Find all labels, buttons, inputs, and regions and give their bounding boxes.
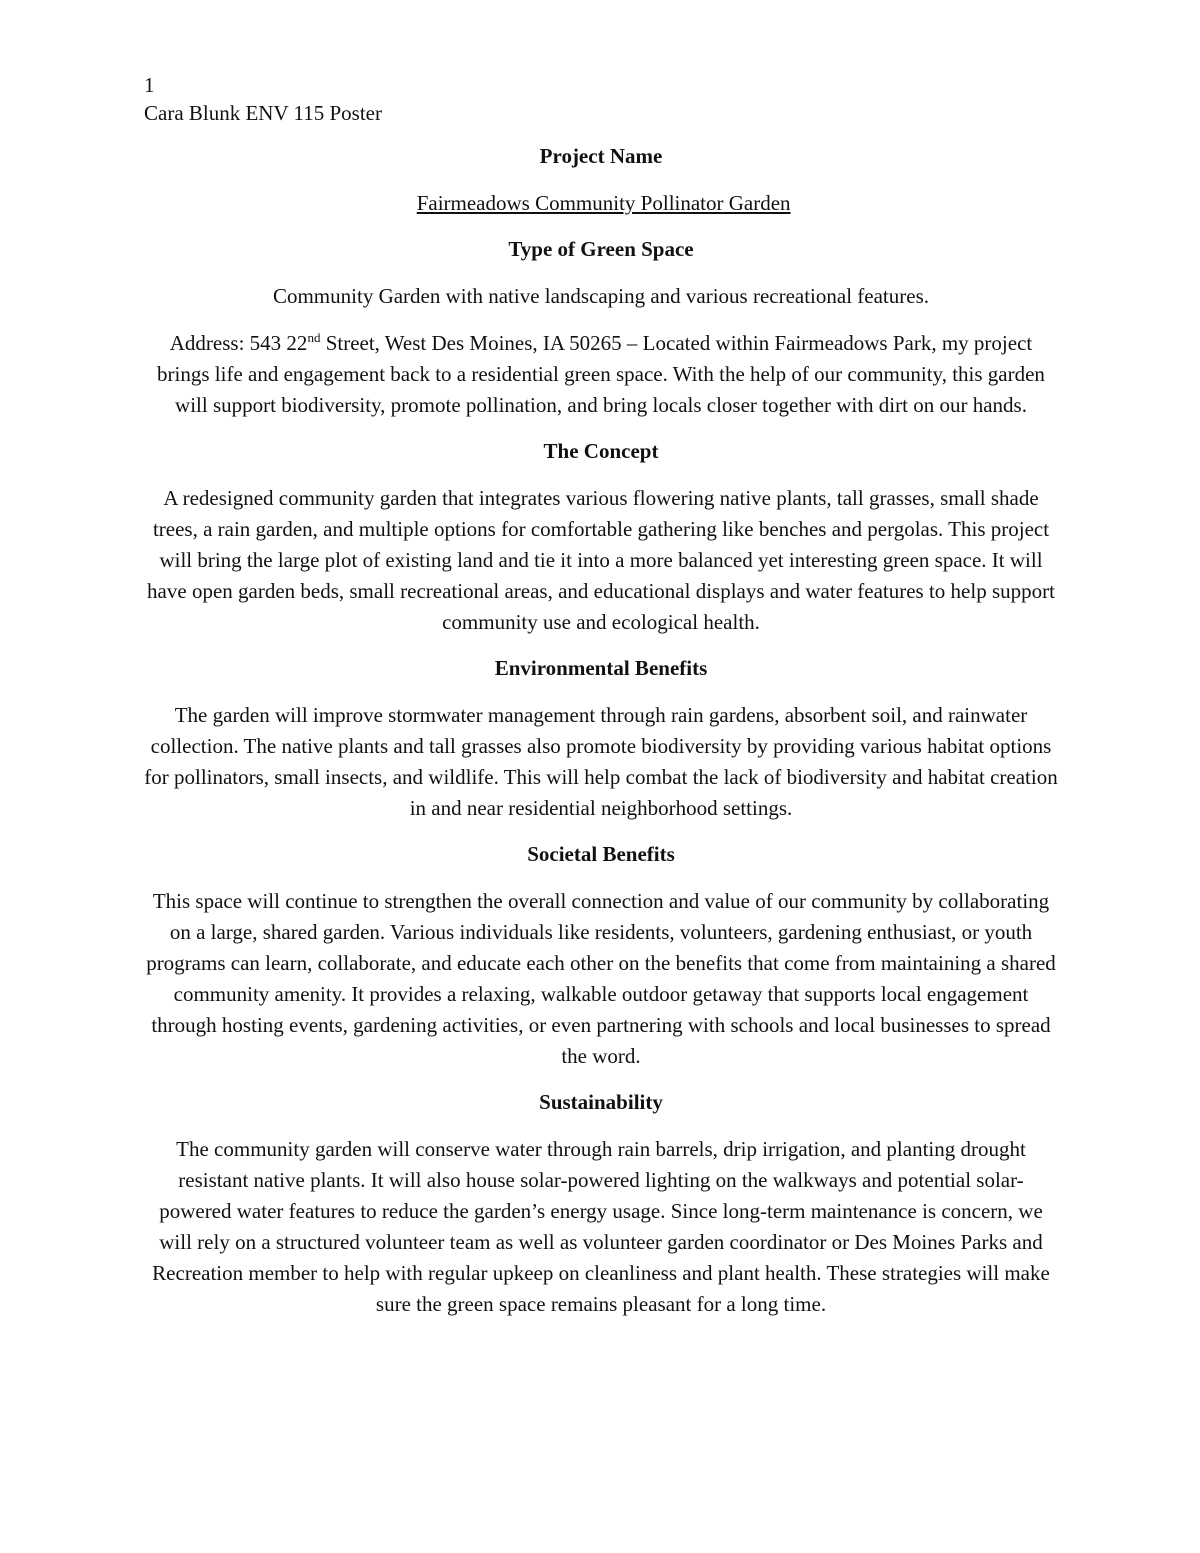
page-number: 1 bbox=[144, 73, 155, 97]
project-name-text: Fairmeadows Community Pollinator Garden bbox=[416, 191, 791, 215]
societal-benefits-text: This space will continue to strengthen the overall connection and value of our community by collaborating on a large, shared garden. Various individuals like residents, volunteers, gardening enthusiast, or youth programs can learn, collaborate, and educate each other on the benefits that come from maintaining a shared community amenity. It provides a relaxing, walkable outdoor getaway that supports local engagement through hosting events, gardening activities, or even partnering with schools and local businesses to spread the word. bbox=[146, 889, 1056, 1068]
sustainability-heading: Sustainability bbox=[539, 1090, 663, 1114]
document-body bbox=[144, 142, 1058, 1320]
project-name-value bbox=[144, 188, 1058, 219]
document-header: Cara Blunk ENV 115 Poster bbox=[144, 101, 382, 125]
address-rest: Street, West Des Moines, IA 50265 – Located within Fairmeadows Park, my project brings life and engagement back to a residential green space. With the help of our community, this garden will support biodiversity, promote pollination, and bring locals closer together with dirt on our hands. bbox=[157, 331, 1045, 417]
project-name-heading: Project Name bbox=[539, 144, 663, 168]
societal-benefits-heading: Societal Benefits bbox=[527, 842, 675, 866]
environmental-benefits-heading: Environmental Benefits bbox=[494, 656, 708, 680]
environmental-benefits-text: The garden will improve stormwater management through rain gardens, absorbent soil, and rainwater collection. The native plants and tall grasses also promote biodiversity by providing various habitat options for pollinators, small insects, and wildlife. This will help combat the lack of biodiversity and habitat creation in and near residential neighborhood settings. bbox=[144, 703, 1058, 820]
address-prefix: Address: 543 22 bbox=[169, 331, 308, 355]
address-ordinal: nd bbox=[307, 330, 321, 345]
concept-text: A redesigned community garden that integrates various flowering native plants, tall grasses, small shade trees, a rain garden, and multiple options for comfortable gathering like benches and pergolas. This project will bring the large plot of existing land and tie it into a more balanced yet interesting green space. It will have open garden beds, small recreational areas, and educational displays and water features to help support community use and ecological health. bbox=[147, 486, 1055, 634]
green-space-type-text: Community Garden with native landscaping and various recreational features. bbox=[272, 284, 930, 308]
sustainability-text: The community garden will conserve water through rain barrels, drip irrigation, and planting drought resistant native plants. It will also house solar-powered lighting on the walkways and potential solar-powered water features to reduce the garden’s energy usage. Since long-term maintenance is concern, we will rely on a structured volunteer team as well as volunteer garden coordinator or Des Moines Parks and Recreation member to help with regular upkeep on cleanliness and plant health. These strategies will make sure the green space remains pleasant for a long time. bbox=[152, 1137, 1050, 1316]
address-paragraph bbox=[144, 328, 1058, 421]
concept-heading: The Concept bbox=[543, 439, 659, 463]
green-space-type-heading: Type of Green Space bbox=[508, 237, 694, 261]
